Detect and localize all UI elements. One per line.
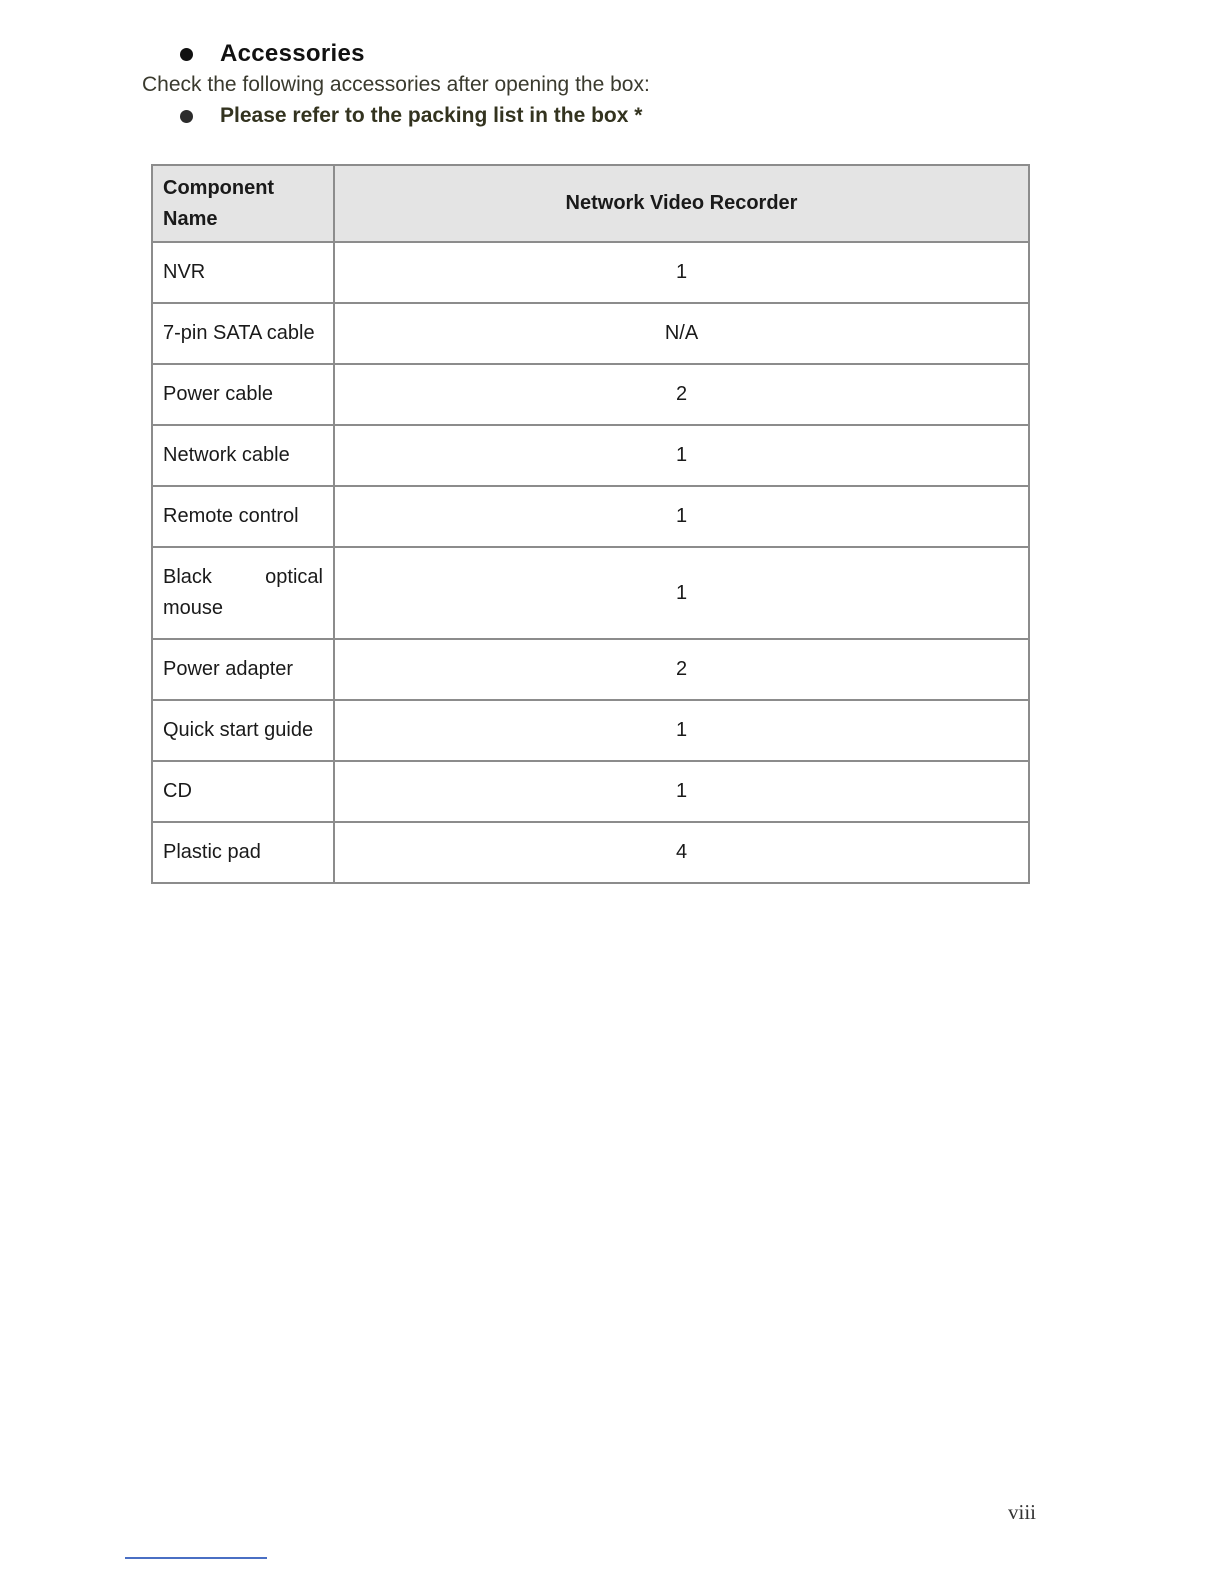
quantity-cell: 1 [334, 761, 1029, 822]
quantity-cell: 1 [334, 486, 1029, 547]
component-name-cell: Quick start guide [152, 700, 334, 761]
quantity-cell: 1 [334, 700, 1029, 761]
table-header-row [152, 165, 1029, 242]
table-row [152, 700, 1029, 761]
header-component-name: Component Name [152, 165, 334, 242]
quantity-cell: 1 [334, 425, 1029, 486]
section-heading [180, 40, 365, 68]
table-row [152, 547, 1029, 639]
quantity-cell: 2 [334, 639, 1029, 700]
quantity-cell: 1 [334, 547, 1029, 639]
header-network-video-recorder: Network Video Recorder [334, 165, 1029, 242]
packing-note [180, 104, 642, 128]
table-row [152, 425, 1029, 486]
table-row [152, 242, 1029, 303]
component-name-cell: Power cable [152, 364, 334, 425]
page-number: viii [1008, 1500, 1037, 1524]
heading-text: Accessories [220, 40, 365, 67]
component-name-cell: CD [152, 761, 334, 822]
table-row [152, 639, 1029, 700]
quantity-cell: 4 [334, 822, 1029, 883]
bullet-icon [180, 48, 193, 61]
component-name-cell: NVR [152, 242, 334, 303]
footnote-divider [125, 1557, 267, 1559]
component-name-cell: Network cable [152, 425, 334, 486]
bullet-icon [180, 110, 193, 123]
accessories-table [151, 164, 1030, 884]
table-row [152, 364, 1029, 425]
intro-text: Check the following accessories after opening the box: [142, 73, 650, 96]
table-row [152, 303, 1029, 364]
table-row [152, 822, 1029, 883]
table-row [152, 486, 1029, 547]
component-name-cell: Black optical mouse [152, 547, 334, 639]
component-name-cell: Plastic pad [152, 822, 334, 883]
quantity-cell: 1 [334, 242, 1029, 303]
quantity-cell: N/A [334, 303, 1029, 364]
note-text: Please refer to the packing list in the box * [220, 104, 643, 127]
component-name-cell: Power adapter [152, 639, 334, 700]
quantity-cell: 2 [334, 364, 1029, 425]
component-name-cell: Remote control [152, 486, 334, 547]
table-row [152, 761, 1029, 822]
component-name-cell: 7-pin SATA cable [152, 303, 334, 364]
